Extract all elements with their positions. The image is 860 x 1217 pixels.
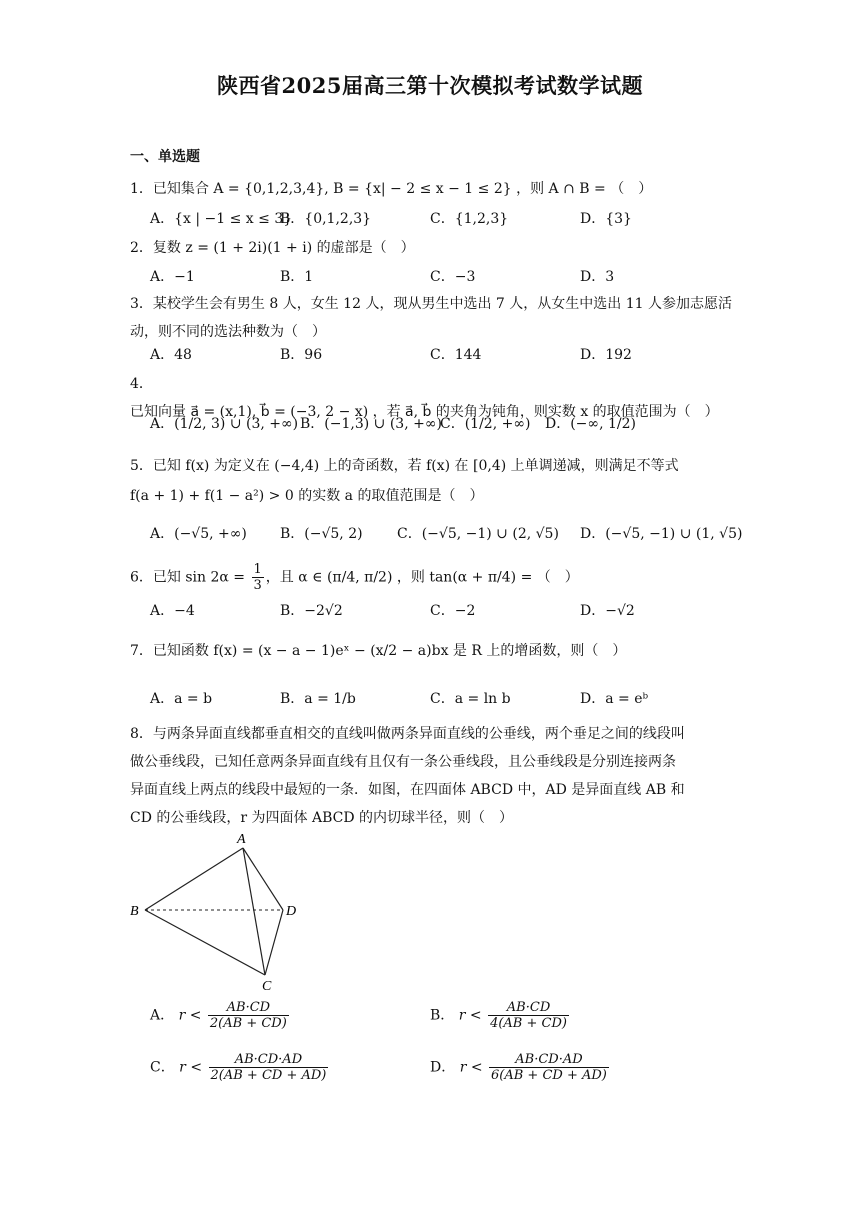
question-2-options: [150, 263, 750, 291]
option-c: C．−3: [430, 269, 476, 285]
fraction-numerator: AB·CD·AD: [489, 1052, 609, 1068]
vertex-label-c: C: [262, 979, 272, 994]
option-a: A．−1: [150, 269, 195, 285]
question-5-options: [150, 520, 750, 548]
vertex-label-a: A: [237, 832, 246, 847]
question-stem-a: 已知 sin 2α =: [152, 569, 250, 586]
question-5: [130, 452, 740, 480]
question-number: 5．: [130, 458, 153, 474]
question-7: [130, 637, 740, 665]
option-label: A．: [150, 1007, 175, 1024]
question-8: [130, 720, 740, 832]
fraction: [252, 562, 264, 593]
question-stem: 已知 f(x) 为定义在 (−4,4) 上的奇函数，若 f(x) 在 [0,4) 上单调递减，则满足不等式: [152, 458, 679, 474]
option-a: A．48: [150, 347, 192, 363]
option-lhs: r <: [459, 1059, 483, 1076]
option-c: C．144: [430, 347, 482, 363]
question-stem: 某校学生会有男生 8 人，女生 12 人，现从男生中选出 7 人，从女生中选出 11 人参加志愿活动，则不同的选法种数为（ ）: [130, 296, 732, 340]
question-5-line2: f(a + 1) + f(1 − a²) > 0 的实数 a 的取值范围是（ ）: [130, 488, 484, 504]
option-a: [150, 1000, 291, 1031]
option-a: A．a = b: [150, 691, 213, 707]
question-number: 6．: [130, 569, 153, 586]
edge-bc: [145, 910, 265, 975]
fraction-denominator: 2(AB + CD): [209, 1016, 287, 1031]
question-stem: 已知函数 f(x) = (x − a − 1)eˣ − (x/2 − a)bx 是 R 上的增函数，则（ ）: [152, 643, 627, 659]
option-lhs: r <: [458, 1007, 482, 1024]
option-a: A．(1/2, 3) ∪ (3, +∞): [150, 416, 299, 432]
option-a: A．−4: [150, 603, 195, 619]
question-number: 4．: [130, 376, 153, 392]
option-d: D．a = eᵇ: [580, 691, 649, 707]
fraction-denominator: 2(AB + CD + AD): [210, 1068, 327, 1083]
fraction-denominator: 4(AB + CD): [490, 1016, 567, 1031]
option-b: B．1: [280, 269, 314, 285]
question-stem-b: ，且 α ∈ (π/4, π/2) ，则 tan(α + π/4) = （ ）: [265, 569, 579, 586]
option-label: B．: [430, 1007, 455, 1024]
option-b: B．a = 1/b: [280, 691, 356, 707]
question-stem: 已知向量 a⃗ = (x,1), b⃗ = (−3, 2 − x) ，若 a⃗, b⃗ 的夹角为钝角，则实数 x 的取值范围为（ ）: [130, 404, 719, 420]
option-lhs: r <: [178, 1007, 202, 1024]
option-c: C．(−√5, −1) ∪ (2, √5): [397, 526, 559, 542]
fraction-numerator: AB·CD·AD: [209, 1052, 329, 1068]
question-1: [130, 175, 740, 203]
edge-cd: [265, 910, 283, 975]
question-stem: 已知集合 A = {0,1,2,3,4}, B = {x| − 2 ≤ x − 1 ≤ 2} ，则 A ∩ B = （ ）: [152, 181, 653, 197]
fraction: [489, 1052, 609, 1083]
question-stem: 复数 z = (1 + 2i)(1 + i) 的虚部是（ ）: [152, 240, 415, 256]
option-b: B．96: [280, 347, 323, 363]
question-8-line-3: 异面直线上两点的线段中最短的一条．如图，在四面体 ABCD 中，AD 是异面直线 AB 和: [130, 782, 685, 798]
question-8-line-2: 做公垂线段，已知任意两条异面直线有且仅有一条公垂线段，且公垂线段是分别连接两条: [130, 754, 676, 770]
question-4-options: [150, 410, 750, 438]
option-a: A．{x | −1 ≤ x ≤ 3}: [150, 211, 293, 227]
option-d: D．(−√5, −1) ∪ (1, √5): [580, 526, 743, 542]
option-d: D．−√2: [580, 603, 635, 619]
vertex-label-b: B: [130, 904, 139, 919]
tetrahedron-figure: [125, 830, 315, 995]
question-6-options: [150, 597, 750, 625]
question-number: 8．: [130, 726, 153, 742]
option-c: C．{1,2,3}: [430, 211, 509, 227]
option-label: D．: [430, 1059, 456, 1076]
question-8-line-4: CD 的公垂线段，r 为四面体 ABCD 的内切球半径，则（ ）: [130, 810, 514, 826]
fraction: [209, 1052, 329, 1083]
option-a: A．(−√5, +∞): [150, 526, 247, 542]
edge-ad: [243, 848, 283, 910]
option-d: D．3: [580, 269, 615, 285]
edge-ac: [243, 848, 265, 975]
question-stem: 与两条异面直线都垂直相交的直线叫做两条异面直线的公垂线，两个垂足之间的线段叫: [152, 726, 685, 742]
option-d: D．{3}: [580, 211, 632, 227]
option-d: D．192: [580, 347, 632, 363]
fraction-denominator: 6(AB + CD + AD): [491, 1068, 607, 1083]
section-heading: 一、单选题: [130, 149, 200, 165]
fraction-numerator: AB·CD: [208, 1000, 289, 1016]
question-number: 3．: [130, 296, 153, 312]
option-b: B．{0,1,2,3}: [280, 211, 372, 227]
page-title: 陕西省2025届高三第十次模拟考试数学试题: [217, 73, 643, 98]
fraction-denominator: 3: [253, 578, 262, 593]
option-b: [430, 1000, 571, 1031]
question-7-options: [150, 685, 750, 713]
question-6: [130, 562, 740, 593]
fraction-numerator: 1: [253, 562, 262, 577]
question-number: 7．: [130, 643, 153, 659]
option-lhs: r <: [179, 1059, 203, 1076]
fraction: [488, 1000, 569, 1031]
fraction: [208, 1000, 289, 1031]
option-c: C．−2: [430, 603, 476, 619]
option-d: D．(−∞, 1/2): [545, 416, 636, 432]
question-3: [130, 290, 740, 346]
option-c: [150, 1052, 330, 1083]
option-d: [430, 1052, 611, 1083]
option-b: B．(−1,3) ∪ (3, +∞): [300, 416, 442, 432]
option-b: B．(−√5, 2): [280, 526, 363, 542]
option-b: B．−2√2: [280, 603, 343, 619]
question-number: 2．: [130, 240, 153, 256]
option-c: C．(1/2, +∞): [440, 416, 531, 432]
option-c: C．a = ln b: [430, 691, 511, 707]
question-2: [130, 234, 740, 262]
question-1-options: [150, 205, 750, 233]
fraction-numerator: AB·CD: [488, 1000, 569, 1016]
vertex-label-d: D: [286, 904, 297, 919]
edge-ab: [145, 848, 243, 910]
question-8-line-1: [130, 720, 740, 748]
option-label: C．: [150, 1059, 175, 1076]
question-3-options: [150, 341, 750, 369]
question-number: 1．: [130, 181, 153, 197]
